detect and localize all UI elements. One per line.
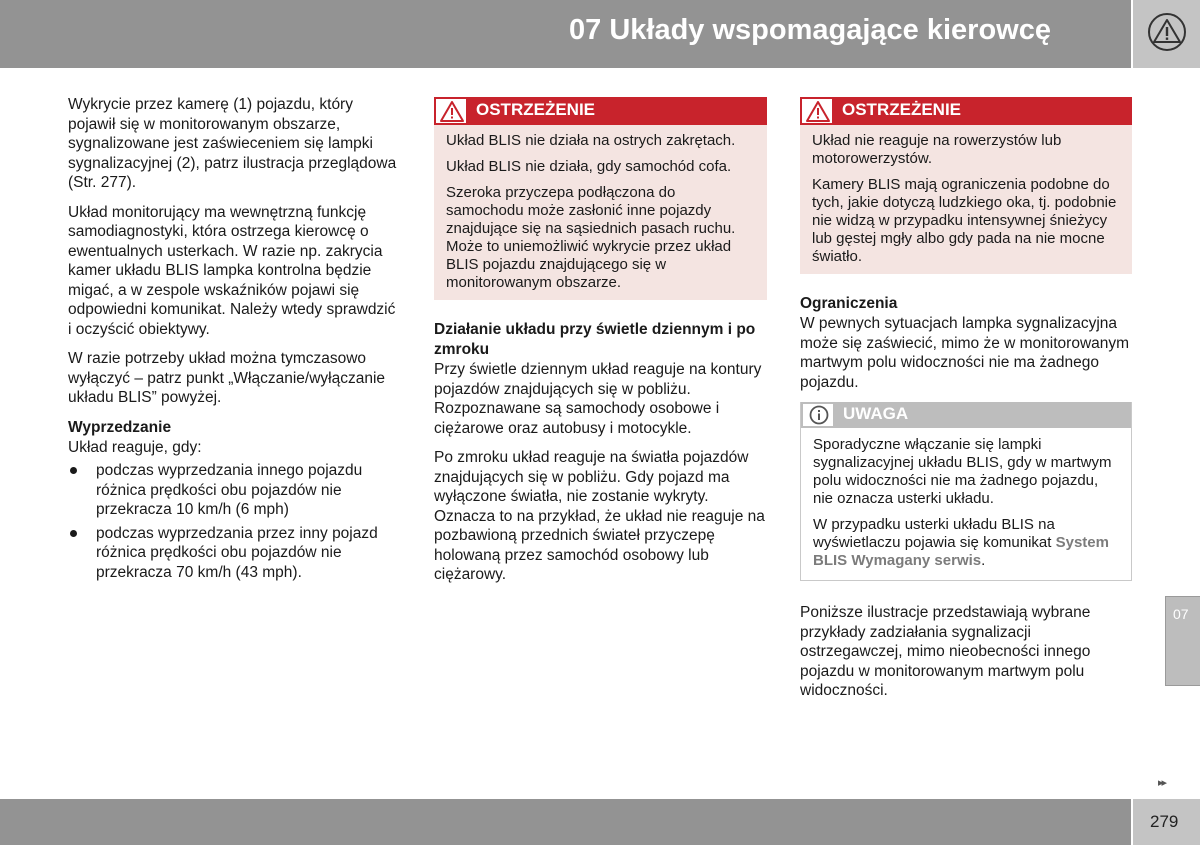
bullet-icon [70,530,77,537]
column-right [800,97,1132,711]
header-icon-box [1133,0,1200,68]
note-header [801,402,1131,428]
section-heading: Wyprzedzanie [68,418,172,436]
list-item [68,524,398,583]
note-label: UWAGA [843,404,909,423]
warning-triangle-icon [800,97,834,125]
note-text [813,516,1119,570]
paragraph: Wykrycie przez kamerę (1) pojazdu, który pojawił się w monitorowanym obszarze, sygnalizowane jest zaświeceniem się lampki sygnalizacyjnej (2), patrz ilustracja przeglądowa (Str. 277). [68,96,397,191]
note-box [800,402,1132,581]
warning-triangle-icon [434,97,468,125]
chapter-title: 07 Układy wspomagające kierowcę [569,14,1051,46]
bullet-list [68,461,398,582]
column-left [68,95,398,586]
list-item-text: podczas wyprzedzania przez inny pojazd różnica prędkości obu pojazdów nie przekracza 70 km/h (43 mph). [96,524,378,581]
page-number-box [1133,799,1200,845]
bullet-icon [70,467,77,474]
paragraph: Po zmroku układ reaguje na światła pojazdów znajdujących się w pobliżu. Gdy pojazd ma wyłączone światła, nie zostanie wykryty. Oznacza to na przykład, że układ nie reaguje na pozbawioną przednich świateł przyczepę holowaną przez samochód osobowy lub ciężarowy. [434,449,765,583]
note-text-end: . [981,552,986,569]
info-icon [801,402,835,428]
paragraph: Przy świetle dziennym układ reaguje na kontury pojazdów znajdujących się w pobliżu. Rozpoznawane są samochody osobowe i ciężarowe oraz autobusy i motocykle. [434,361,762,437]
paragraph: Układ reaguje, gdy: [68,438,202,456]
warning-body [434,125,767,300]
footer-bar [0,799,1131,845]
section-heading: Działanie układu przy świetle dziennym i po zmroku [434,321,756,358]
warning-triangle-icon [1147,12,1187,52]
list-item [68,461,398,520]
paragraph: Układ monitorujący ma wewnętrzną funkcję samodiagnostyki, która ostrzega kierowcę o ewentualnych usterkach. W razie np. zakrycia kamer układu BLIS lampka kontrolna będzie migać, a w zespole wskaźników pojawi się odpowiedni komunikat. Należy wtedy sprawdzić i oczyścić obiektywy. [68,203,396,338]
note-text-lead: W przypadku usterki układu BLIS na wyświetlaczu pojawia się komunikat [813,516,1055,551]
warning-text: Układ nie reaguje na rowerzystów lub motorowerzystów. [812,132,1062,167]
page-number: 279 [1150,812,1179,831]
section-heading: Ograniczenia [800,295,898,312]
warning-text: Układ BLIS nie działa na ostrych zakrętach. [446,132,736,149]
paragraph: W razie potrzeby układ można tymczasowo wyłączyć – patrz punkt „Włączanie/wyłączanie układu BLIS” powyżej. [68,350,386,406]
chapter-tab[interactable] [1165,596,1200,686]
warning-text: Szeroka przyczepa podłączona do samochodu może zasłonić inne pojazdy znajdujące się na sąsiednich pasach ruchu. Może to uniemożliwić wykrycie przez układ BLIS pojazdu znajdującego się w monitorowanym obszarze. [446,184,736,291]
list-item-text: podczas wyprzedzania innego pojazdu różnica prędkości obu pojazdów nie przekracza 10 km/h (6 mph) [96,462,363,518]
note-body [801,428,1131,580]
warning-label: OSTRZEŻENIE [476,100,596,119]
paragraph: Poniższe ilustracje przedstawiają wybrane przykłady zadziałania sygnalizacji ostrzegawczej, mimo nieobecności innego pojazdu w monitorowanym martwym polu widoczności. [800,604,1091,699]
next-page-icon[interactable]: ▸▸ [1158,777,1166,789]
header-bar [0,0,1131,68]
warning-label: OSTRZEŻENIE [842,100,962,119]
warning-box [434,97,767,300]
warning-box [800,97,1132,274]
warning-text: Kamery BLIS mają ograniczenia podobne do tych, jakie dotyczą ludzkiego oka, tj. podobnie nie widzą w przypadku intensywnej śnieżycy lub gęstej mgły albo gdy pada na nie mocne światło. [812,176,1117,265]
warning-body [800,125,1132,274]
warning-text: Układ BLIS nie działa, gdy samochód cofa. [446,158,732,175]
display-message: System BLIS Wymagany serwis [813,534,1109,569]
column-middle [434,97,767,595]
chapter-tab-label: 07 [1173,606,1189,622]
note-text: Sporadyczne włączanie się lampki sygnalizacyjnej układu BLIS, gdy w martwym polu widoczności nie ma żadnego pojazdu, nie oznacza usterki układu. [813,436,1112,507]
warning-header [434,97,767,125]
paragraph: W pewnych sytuacjach lampka sygnalizacyjna może się zaświecić, mimo że w monitorowanym martwym polu widoczności nie ma żadnego pojazdu. [800,315,1130,391]
warning-header [800,97,1132,125]
